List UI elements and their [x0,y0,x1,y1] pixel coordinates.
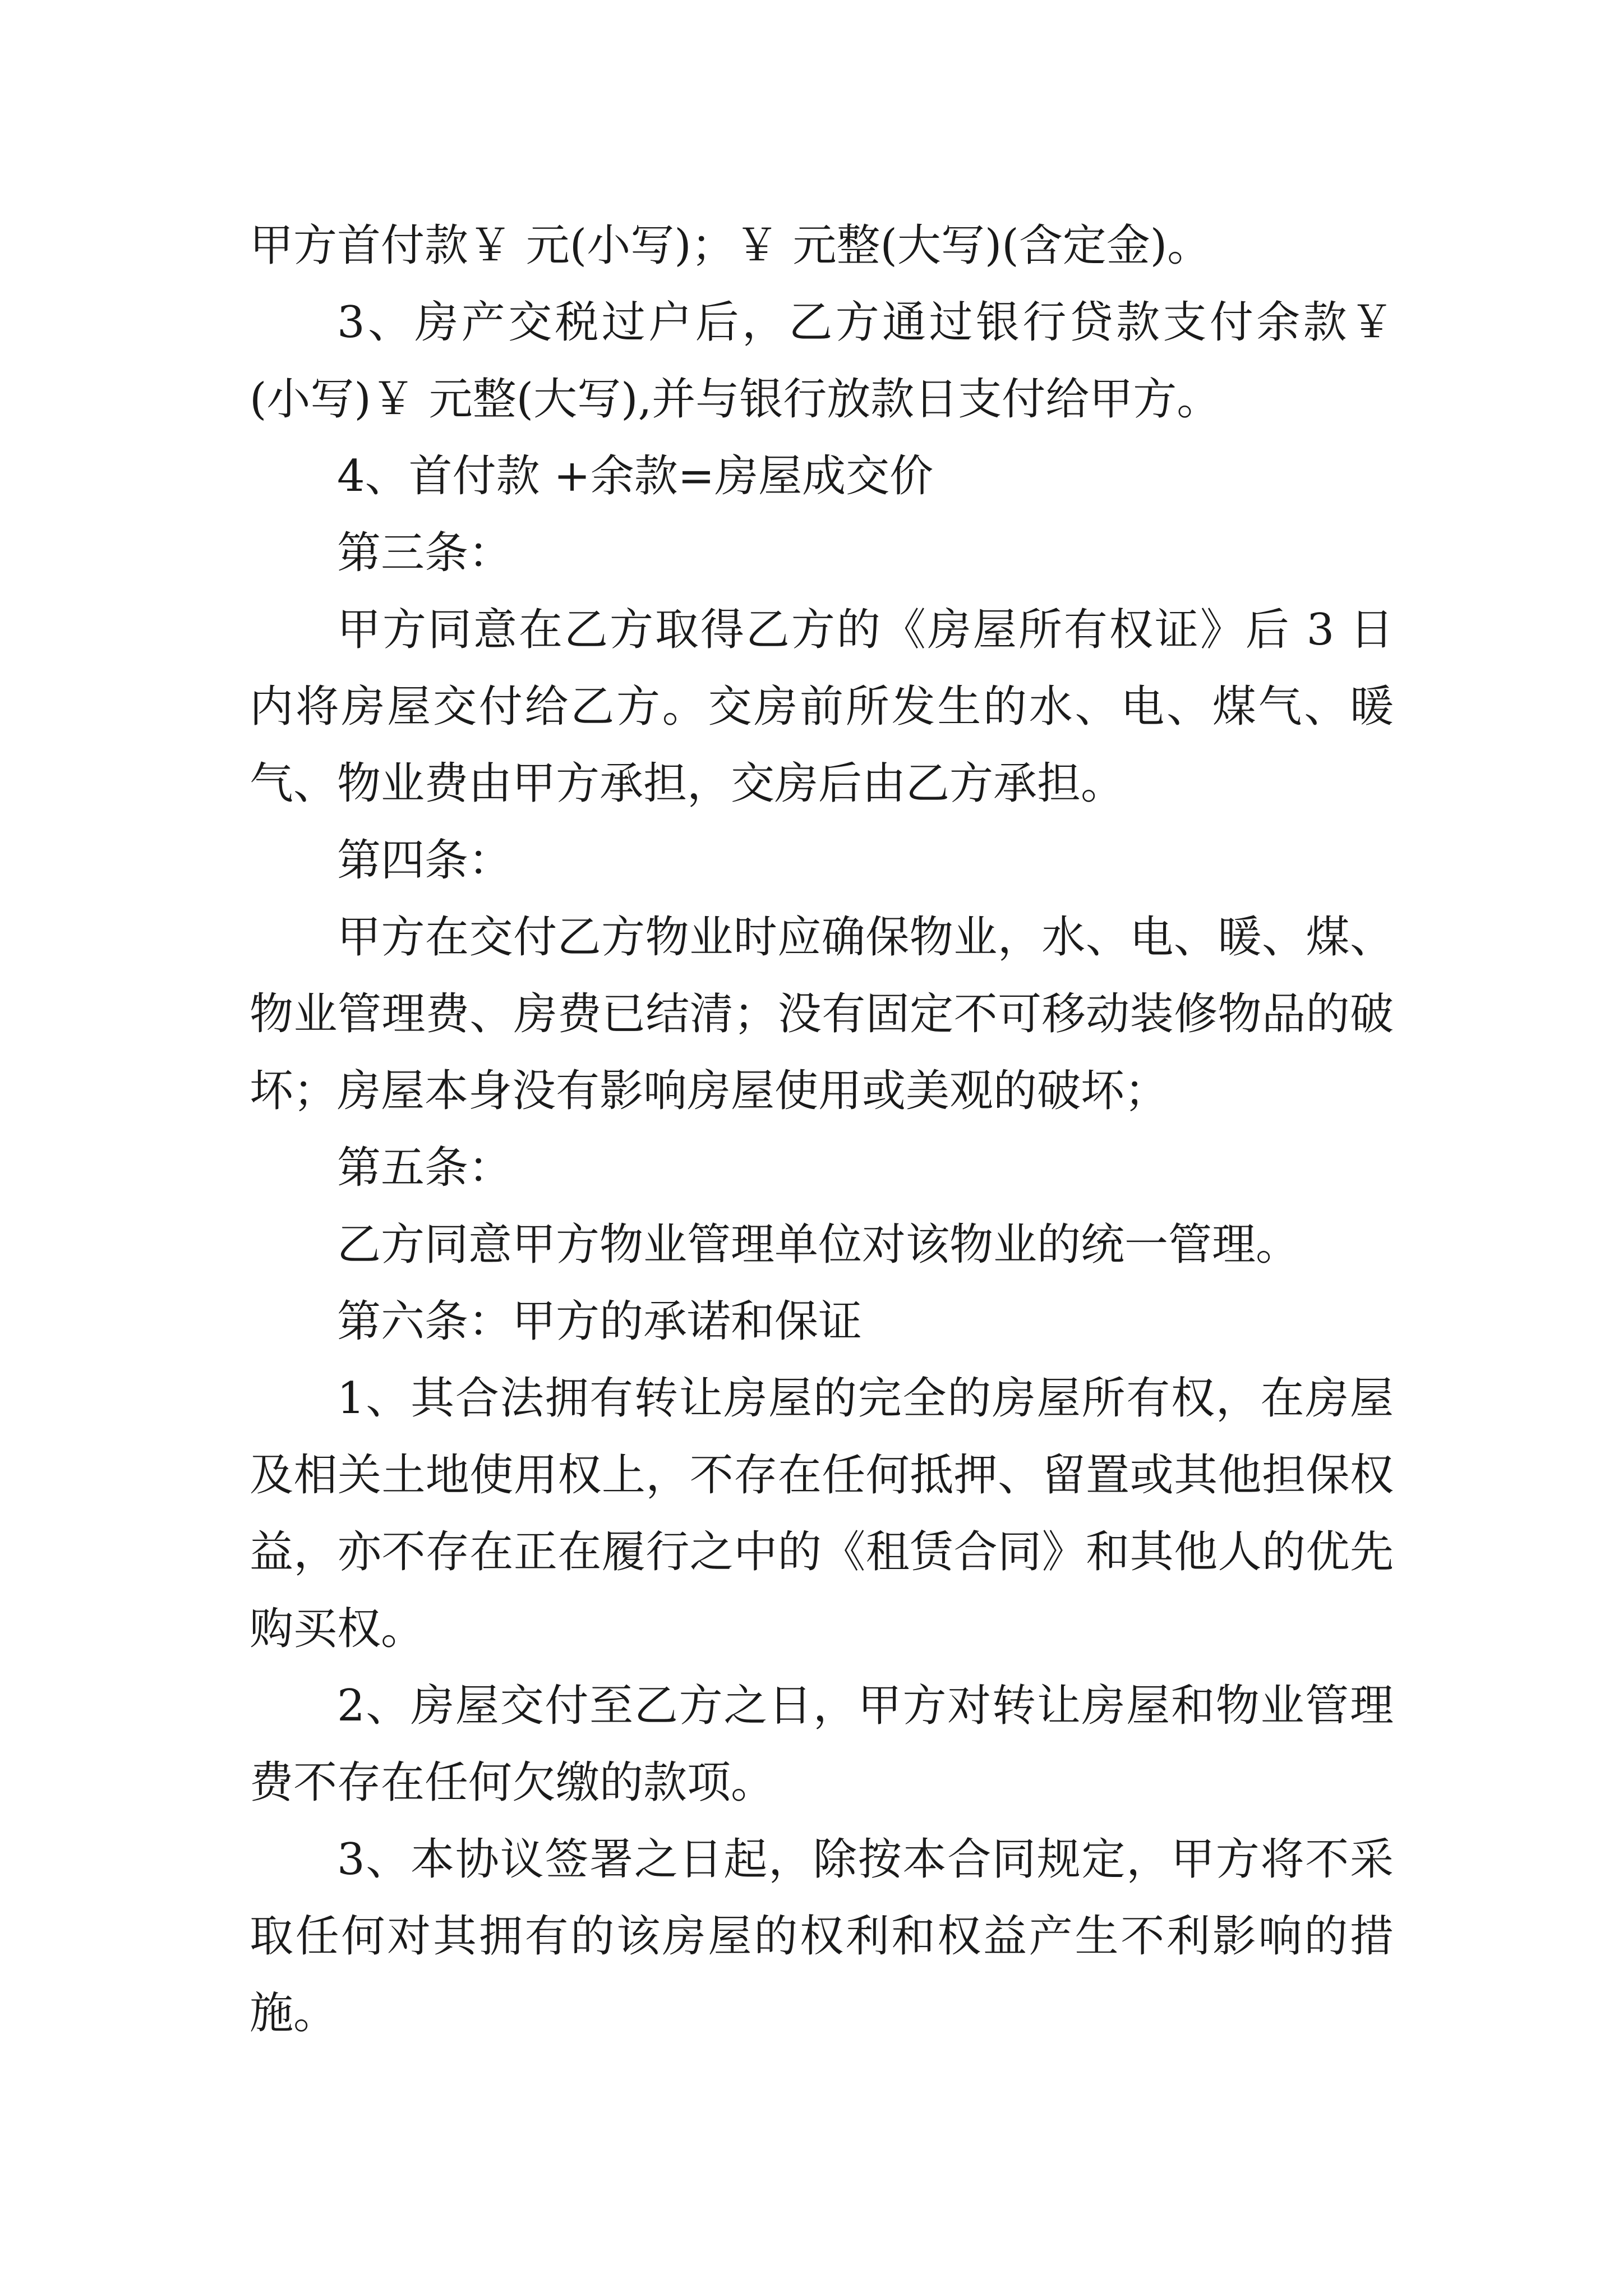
article-6-item-1: 1、其合法拥有转让房屋的完全的房屋所有权，在房屋及相关土地使用权上，不存在任何抵押、留置或其他担保权益，亦不存在正在履行之中的《租赁合同》和其他人的优先购买权。 [250,1373,1394,1654]
paragraph-item-4-total: 4、首付款 +余款=房屋成交价 [337,451,934,501]
document-body [250,208,1394,2052]
article-5-body: 乙方同意甲方物业管理单位对该物业的统一管理。 [337,1220,1300,1270]
article-4-body: 甲方在交付乙方物业时应确保物业，水、电、暖、煤、物业管理费、房费已结清；没有固定不可移动装修物品的破坏；房屋本身没有影响房屋使用或美观的破坏； [250,912,1394,1116]
paragraph-down-payment: 甲方首付款￥ 元(小写)；￥ 元整(大写)(含定金)。 [250,220,1211,271]
article-6-heading: 第六条：甲方的承诺和保证 [337,1296,863,1347]
article-5-heading: 第五条： [337,1143,513,1193]
article-6-item-2: 2、房屋交付至乙方之日，甲方对转让房屋和物业管理费不存在任何欠缴的款项。 [250,1681,1394,1808]
paragraph-item-3-balance: 3、房产交税过户后，乙方通过银行贷款支付余款￥ (小写)￥ 元整(大写),并与银行放款日支付给甲方。 [250,297,1394,425]
article-3-body: 甲方同意在乙方取得乙方的《房屋所有权证》后 3 日内将房屋交付给乙方。交房前所发生的水、电、煤气、暖气、物业费由甲方承担，交房后由乙方承担。 [250,605,1394,809]
article-3-heading: 第三条： [337,528,513,578]
article-6-item-3: 3、本协议签署之日起，除按本合同规定，甲方将不采取任何对其拥有的该房屋的权利和权益产生不利影响的措施。 [250,1834,1394,2039]
article-4-heading: 第四条： [337,835,513,886]
